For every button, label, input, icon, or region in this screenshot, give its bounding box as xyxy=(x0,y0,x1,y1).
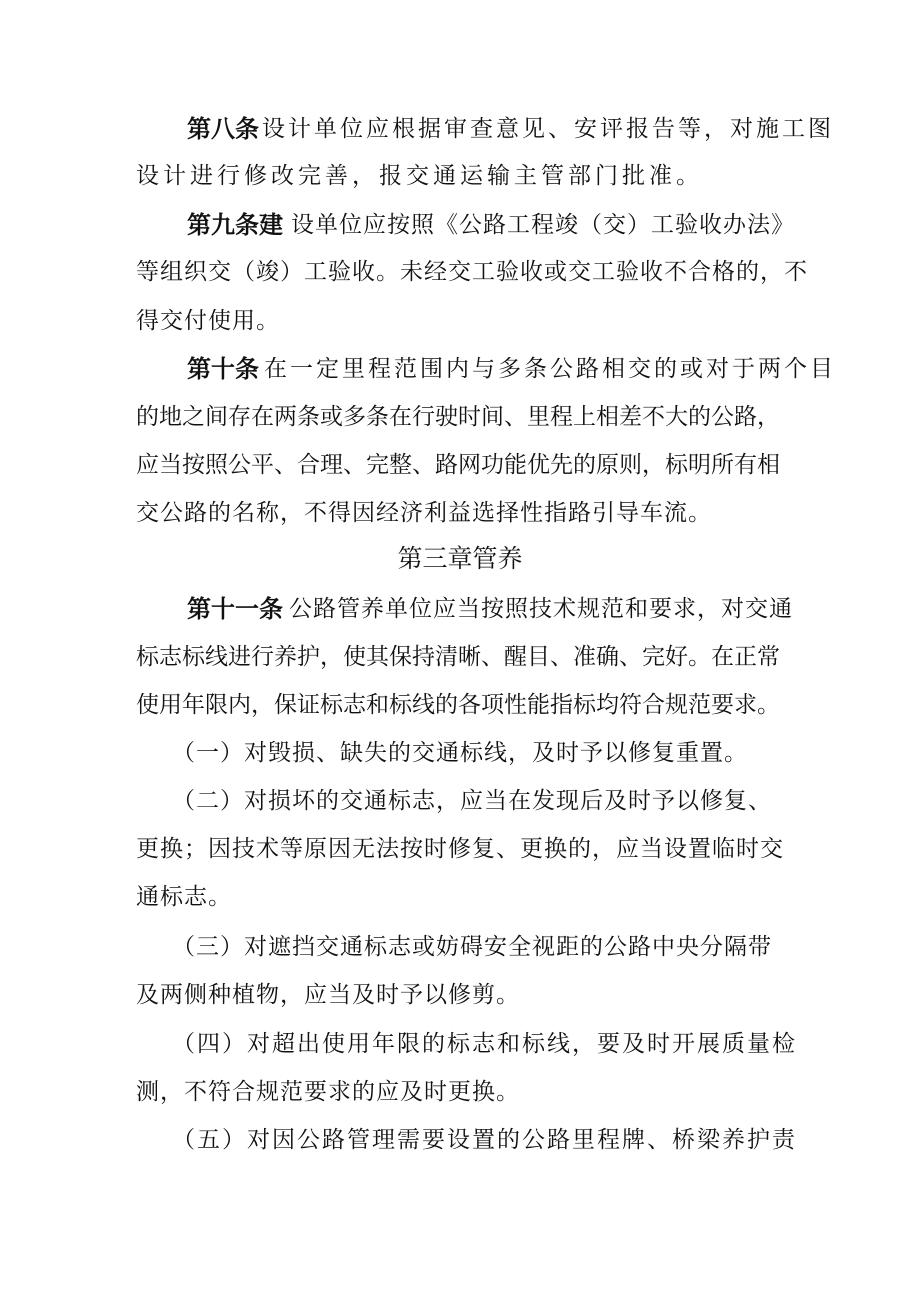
article-10-line-4 xyxy=(0,493,920,533)
list-item-text: （三）对遮挡交通标志或妨碍安全视距的公路中央分隔带 xyxy=(172,934,772,960)
article-9-text: 得交付使用。 xyxy=(136,308,280,334)
item-4-line-1 xyxy=(0,1024,920,1064)
list-item-text: （五）对因公路管理需要设置的公路里程牌、桥梁养护责 xyxy=(172,1127,797,1153)
list-item-text: 通标志。 xyxy=(136,884,232,910)
article-8-line-1 xyxy=(0,109,920,149)
article-11-line-2 xyxy=(0,637,920,677)
chapter-title: 第三章管养 xyxy=(397,544,523,573)
item-3-line-2 xyxy=(0,975,920,1015)
item-5-line-1 xyxy=(0,1120,920,1160)
list-item-text: 测，不符合规范要求的应及时更换。 xyxy=(136,1079,520,1105)
item-3-line-1 xyxy=(0,927,920,967)
list-item-text: （四）对超出使用年限的标志和标线，要及时开展质量检 xyxy=(172,1031,797,1057)
article-8-text: 设计单位应根据审查意见、安评报告等，对施工图 xyxy=(262,116,834,142)
list-item-text: 更换；因技术等原因无法按时修复、更换的，应当设置临时交 xyxy=(136,836,784,862)
article-8-line-2 xyxy=(0,156,920,196)
article-9-line-2 xyxy=(0,252,920,292)
article-10-line-2 xyxy=(0,397,920,437)
article-10-text: 应当按照公平、合理、完整、路网功能优先的原则，标明所有相 xyxy=(136,452,780,478)
item-2-line-3 xyxy=(0,877,920,917)
article-11-line-3 xyxy=(0,685,920,725)
article-11-line-1 xyxy=(0,589,920,629)
article-10-line-3 xyxy=(0,445,920,485)
list-item-text: 及两侧种植物，应当及时予以修剪。 xyxy=(136,982,520,1008)
list-item-text: （一）对毁损、缺失的交通标线，及时予以修复重置。 xyxy=(172,740,748,766)
article-10-heading: 第十条 xyxy=(187,355,259,383)
article-11-heading: 第十一条 xyxy=(187,595,283,623)
item-2-line-2 xyxy=(0,829,920,869)
article-11-text: 使用年限内，保证标志和标线的各项性能指标均符合规范要求。 xyxy=(136,692,780,718)
list-item-text: （二）对损坏的交通标志，应当在发现后及时予以修复、 xyxy=(172,788,772,814)
article-8-heading: 第八条 xyxy=(187,115,259,143)
item-1-line-1 xyxy=(0,733,920,773)
article-10-text: 交公路的名称，不得因经济利益选择性指路引导车流。 xyxy=(136,500,712,526)
article-9-line-1 xyxy=(0,205,920,245)
item-4-line-2 xyxy=(0,1072,920,1112)
article-10-text: 在一定里程范围内与多条公路相交的或对于两个目 xyxy=(264,356,836,382)
item-2-line-1 xyxy=(0,781,920,821)
article-10-text: 的地之间存在两条或多条在行驶时间、里程上相差不大的公路， xyxy=(136,404,780,430)
article-9-heading: 第九条建 xyxy=(187,211,283,239)
article-9-text: 等组织交（竣）工验收。未经交工验收或交工验收不合格的，不 xyxy=(136,259,808,285)
article-9-text: 设单位应按照《公路工程竣（交）工验收办法》 xyxy=(291,212,795,238)
article-11-text: 公路管养单位应当按照技术规范和要求，对交通 xyxy=(289,596,793,622)
article-8-text: 设计进行修改完善，报交通运输主管部门批准。 xyxy=(136,163,703,189)
article-11-text: 标志标线进行养护，使其保持清晰、醒目、准确、完好。在正常 xyxy=(136,644,780,670)
article-9-line-3 xyxy=(0,301,920,341)
article-10-line-1 xyxy=(0,349,920,389)
